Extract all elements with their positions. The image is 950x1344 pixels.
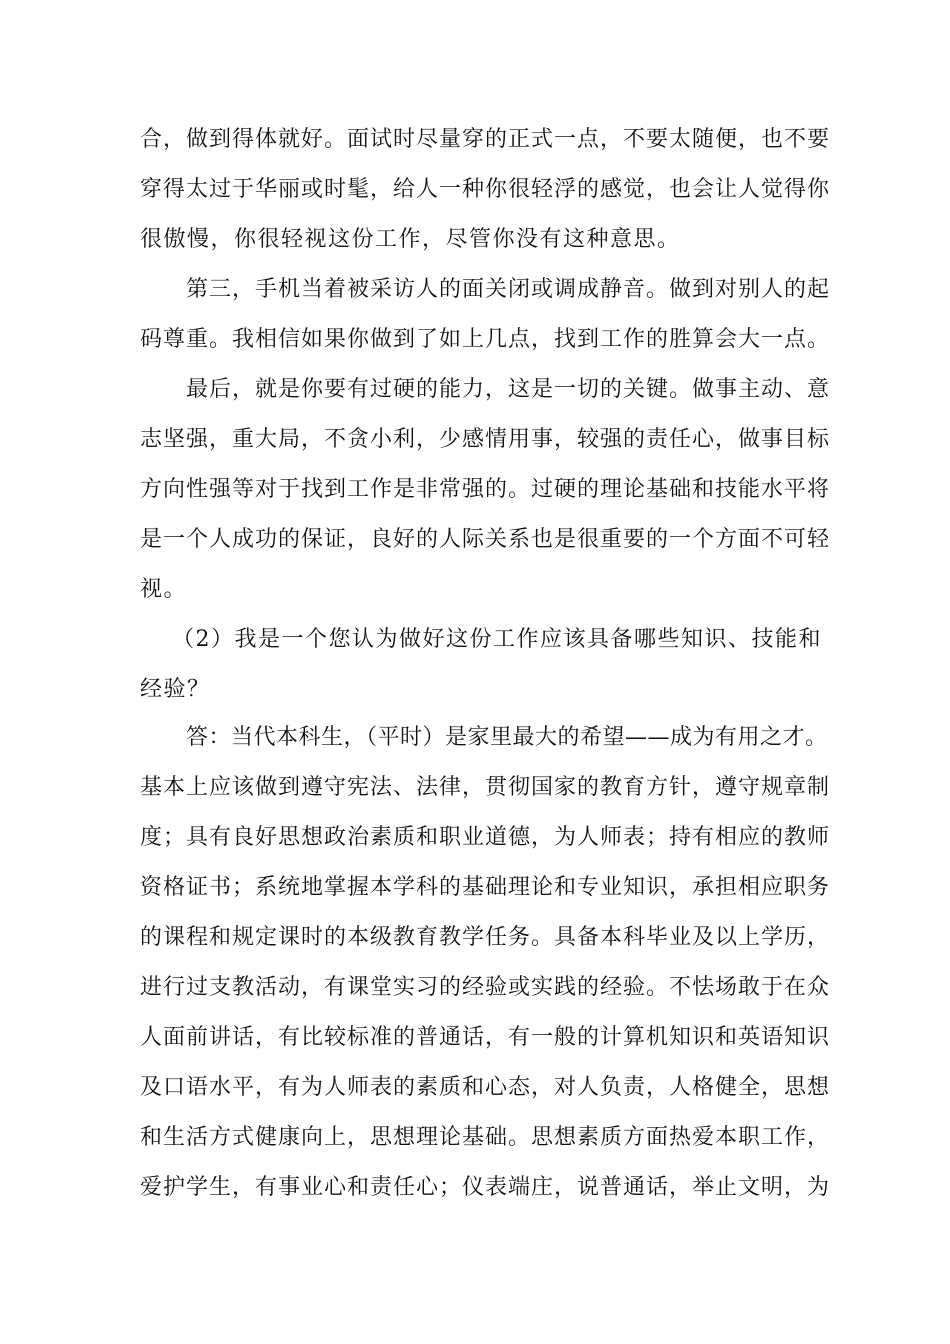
text-line: 进行过支教活动，有课堂实习的经验或实践的经验。不怯场敢于在众 [140,975,831,1000]
text-line: 码尊重。我相信如果你做到了如上几点，找到工作的胜算会大一点。 [140,327,831,352]
text-line: 合，做到得体就好。面试时尽量穿的正式一点，不要太随便，也不要 [140,127,831,152]
text-line: 第三，手机当着被采访人的面关闭或调成静音。做到对别人的起 [186,277,831,302]
text-line: 很傲慢，你很轻视这份工作，尽管你没有这种意思。 [140,227,681,252]
text-line: 方向性强等对于找到工作是非常强的。过硬的理论基础和技能水平将 [140,477,831,502]
text-line: 穿得太过于华丽或时髦，给人一种你很轻浮的感觉，也会让人觉得你 [140,177,831,202]
text-line: 志坚强，重大局，不贪小利，少感情用事，较强的责任心，做事目标 [140,427,831,452]
text-line: 基本上应该做到遵守宪法、法律，贯彻国家的教育方针，遵守规章制 [140,775,831,800]
text-line: 最后，就是你要有过硬的能力，这是一切的关键。做事主动、意 [186,377,831,402]
text-line: 和生活方式健康向上，思想理论基础。思想素质方面热爱本职工作， [140,1125,831,1150]
text-line: 资格证书；系统地掌握本学科的基础理论和专业知识，承担相应职务 [140,875,831,900]
text-line: 视。 [140,577,188,602]
text-line: 爱护学生，有事业心和责任心；仪表端庄，说普通话，举止文明，为 [140,1175,831,1200]
text-line: 是一个人成功的保证，良好的人际关系也是很重要的一个方面不可轻 [140,527,831,552]
text-line: 及口语水平，有为人师表的素质和心态，对人负责，人格健全，思想 [140,1075,831,1100]
text-line: 经验？ [140,677,211,702]
text-line: 的课程和规定课时的本级教育教学任务。具备本科毕业及以上学历， [140,925,831,950]
text-line: 度；具有良好思想政治素质和职业道德，为人师表；持有相应的教师 [140,825,831,850]
text-line: 人面前讲话，有比较标准的普通话，有一般的计算机知识和英语知识 [140,1025,831,1050]
text-line: 答：当代本科生，（平时）是家里最大的希望——成为有用之才。 [186,725,828,750]
text-line: （2）我是一个您认为做好这份工作应该具备哪些知识、技能和 [172,627,822,652]
